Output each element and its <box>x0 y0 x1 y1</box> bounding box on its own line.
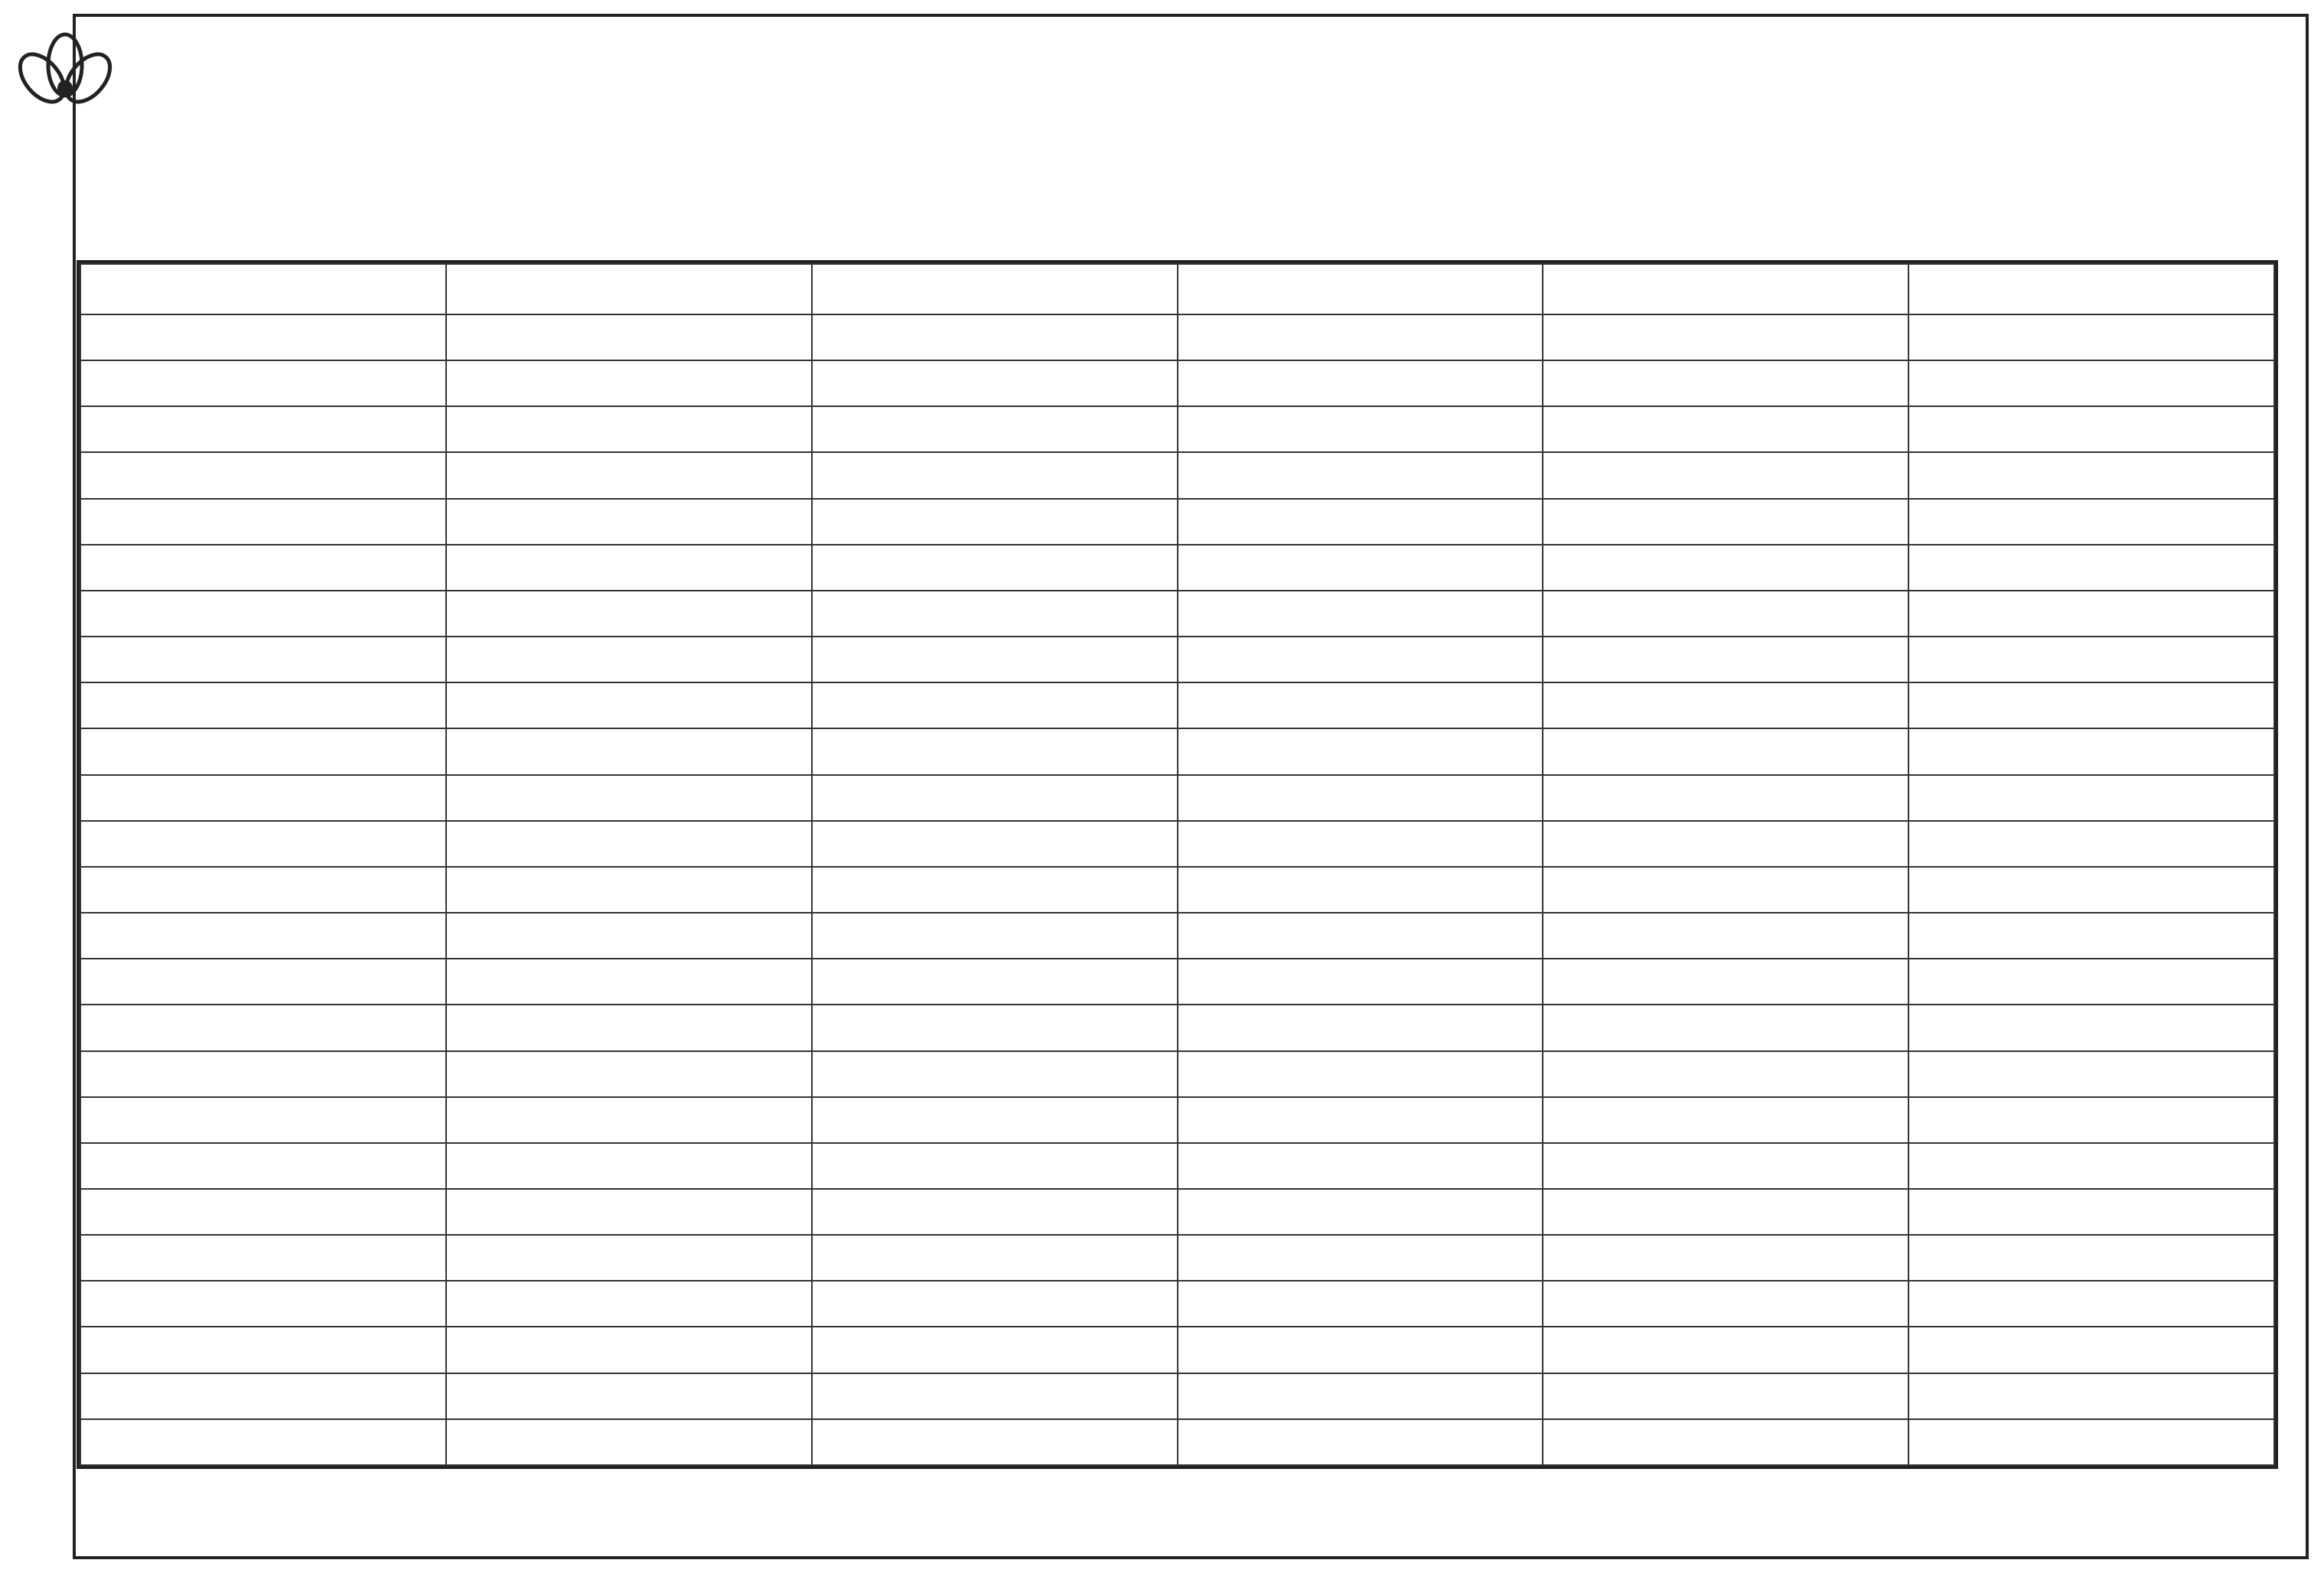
table-cell <box>1908 1097 2274 1143</box>
table-cell <box>812 728 1178 774</box>
table-row <box>80 545 2274 591</box>
table-row <box>80 591 2274 637</box>
table-cell <box>446 360 812 406</box>
table-cell <box>1908 775 2274 821</box>
table-cell <box>1908 1281 2274 1327</box>
table-cell <box>80 867 446 913</box>
table-row <box>80 1143 2274 1189</box>
table-row <box>80 821 2274 867</box>
table-cell <box>1543 314 1908 360</box>
intro-line <box>84 124 2293 151</box>
intro-line <box>84 179 2293 207</box>
table-cell <box>446 1235 812 1281</box>
table-cell <box>1908 452 2274 498</box>
column-header <box>812 264 1178 314</box>
table-row <box>80 1051 2274 1097</box>
table-cell <box>80 1235 446 1281</box>
table-cell <box>446 1143 812 1189</box>
table-cell <box>1543 1143 1908 1189</box>
table-row <box>80 682 2274 728</box>
table-cell <box>1178 545 1543 591</box>
table-cell <box>1178 821 1543 867</box>
table-cell <box>1543 821 1908 867</box>
table-cell <box>1908 728 2274 774</box>
table-cell <box>446 1189 812 1235</box>
table-row <box>80 775 2274 821</box>
table-cell <box>1178 360 1543 406</box>
table-cell <box>80 360 446 406</box>
table-row <box>80 1281 2274 1327</box>
table-cell <box>812 1373 1178 1419</box>
table-cell <box>1178 1327 1543 1373</box>
table-cell <box>80 959 446 1005</box>
table-cell <box>812 682 1178 728</box>
table-cell <box>1178 452 1543 498</box>
table-cell <box>812 406 1178 452</box>
table-cell <box>1178 1143 1543 1189</box>
table-cell <box>1543 1281 1908 1327</box>
table-cell <box>80 314 446 360</box>
table-cell <box>446 821 812 867</box>
table-row <box>80 314 2274 360</box>
table-cell <box>80 1281 446 1327</box>
table-row <box>80 1097 2274 1143</box>
footer-dates-row <box>77 1469 2278 1501</box>
table-cell <box>446 1005 812 1050</box>
table-cell <box>80 1373 446 1419</box>
table-cell <box>446 775 812 821</box>
table-cell <box>1543 637 1908 682</box>
notice-footer <box>77 1469 2278 1533</box>
table-cell <box>1543 775 1908 821</box>
table-cell <box>80 682 446 728</box>
table-row <box>80 1419 2274 1465</box>
table-cell <box>1543 360 1908 406</box>
intro-line <box>84 96 2293 124</box>
table-cell <box>1908 682 2274 728</box>
table-cell <box>1543 682 1908 728</box>
table-cell <box>812 637 1178 682</box>
table-cell <box>1178 637 1543 682</box>
table-cell <box>1178 867 1543 913</box>
table-row <box>80 637 2274 682</box>
table-cell <box>812 1097 1178 1143</box>
table-cell <box>1543 1327 1908 1373</box>
intro-text <box>84 69 2293 289</box>
table-cell <box>1178 1235 1543 1281</box>
table-cell <box>1178 499 1543 545</box>
table-cell <box>1543 499 1908 545</box>
table-cell <box>1178 1097 1543 1143</box>
table-cell <box>446 1327 812 1373</box>
table-cell <box>446 591 812 637</box>
table-cell <box>1543 591 1908 637</box>
table-cell <box>446 314 812 360</box>
table-cell <box>1543 1005 1908 1050</box>
table-cell <box>1543 1373 1908 1419</box>
table-cell <box>1908 360 2274 406</box>
auction-table <box>77 260 2278 1469</box>
table-cell <box>812 1005 1178 1050</box>
table-cell <box>1543 1189 1908 1235</box>
table-row <box>80 728 2274 774</box>
table-cell <box>1908 1373 2274 1419</box>
table-cell <box>1178 591 1543 637</box>
table-cell <box>812 867 1178 913</box>
table-row <box>80 1235 2274 1281</box>
table-cell <box>1178 682 1543 728</box>
table-cell <box>1908 406 2274 452</box>
table-header-row <box>80 264 2274 314</box>
table-cell <box>1908 913 2274 959</box>
table-cell <box>446 1051 812 1097</box>
table-cell <box>812 1281 1178 1327</box>
table-cell <box>1908 499 2274 545</box>
table-cell <box>1908 1235 2274 1281</box>
table-cell <box>1908 867 2274 913</box>
table-cell <box>1908 959 2274 1005</box>
table-cell <box>812 499 1178 545</box>
table-cell <box>812 1051 1178 1097</box>
column-header <box>1178 264 1543 314</box>
table-row <box>80 499 2274 545</box>
table-cell <box>812 1189 1178 1235</box>
footer-ids-row <box>77 1501 2278 1533</box>
table-cell <box>80 545 446 591</box>
table-cell <box>1908 821 2274 867</box>
table-cell <box>80 406 446 452</box>
table-cell <box>446 406 812 452</box>
table-cell <box>80 821 446 867</box>
table-row <box>80 406 2274 452</box>
table-cell <box>446 1097 812 1143</box>
table-cell <box>1178 314 1543 360</box>
table-row <box>80 1189 2274 1235</box>
table-cell <box>1543 728 1908 774</box>
table-row <box>80 867 2274 913</box>
table-cell <box>446 728 812 774</box>
table-cell <box>80 775 446 821</box>
table-cell <box>812 1143 1178 1189</box>
table-cell <box>446 637 812 682</box>
table-cell <box>1543 1097 1908 1143</box>
table-cell <box>80 1143 446 1189</box>
column-header <box>80 264 446 314</box>
table-cell <box>80 1097 446 1143</box>
table-cell <box>812 545 1178 591</box>
table-cell <box>1908 1419 2274 1465</box>
table-row <box>80 1005 2274 1050</box>
table-cell <box>1543 1419 1908 1465</box>
table-cell <box>1178 1005 1543 1050</box>
table-cell <box>1543 1051 1908 1097</box>
table-row <box>80 1327 2274 1373</box>
table-cell <box>1908 637 2274 682</box>
table-cell <box>1178 913 1543 959</box>
column-header <box>446 264 812 314</box>
table-cell <box>812 821 1178 867</box>
table-cell <box>1178 1419 1543 1465</box>
table-cell <box>1178 1189 1543 1235</box>
table-cell <box>1178 959 1543 1005</box>
table-cell <box>446 867 812 913</box>
table-cell <box>1543 452 1908 498</box>
table-cell <box>1908 591 2274 637</box>
table-cell <box>80 591 446 637</box>
table-cell <box>446 1373 812 1419</box>
intro-line <box>84 151 2293 179</box>
table-cell <box>812 452 1178 498</box>
table-cell <box>446 499 812 545</box>
table-cell <box>1908 1005 2274 1050</box>
table-cell <box>1178 1281 1543 1327</box>
table-cell <box>1908 1051 2274 1097</box>
table-cell <box>1908 1327 2274 1373</box>
table-cell <box>1178 406 1543 452</box>
table-cell <box>446 1419 812 1465</box>
table-cell <box>1908 1189 2274 1235</box>
table-row <box>80 1373 2274 1419</box>
table-cell <box>1178 1051 1543 1097</box>
table-cell <box>80 1189 446 1235</box>
table-cell <box>812 913 1178 959</box>
table-cell <box>812 775 1178 821</box>
table-cell <box>1178 775 1543 821</box>
table-cell <box>1178 728 1543 774</box>
table-cell <box>446 959 812 1005</box>
table-row <box>80 360 2274 406</box>
intro-line <box>84 69 2293 96</box>
table-cell <box>80 499 446 545</box>
table-cell <box>80 1419 446 1465</box>
table-cell <box>80 913 446 959</box>
table-cell <box>80 728 446 774</box>
table-cell <box>446 1281 812 1327</box>
table-cell <box>80 637 446 682</box>
table-cell <box>80 1327 446 1373</box>
intro-line <box>84 207 2293 234</box>
column-header <box>1543 264 1908 314</box>
table-cell <box>446 545 812 591</box>
column-header <box>1908 264 2274 314</box>
table-cell <box>1543 913 1908 959</box>
table-cell <box>1543 406 1908 452</box>
table-cell <box>1908 314 2274 360</box>
table-cell <box>1543 867 1908 913</box>
table-row <box>80 959 2274 1005</box>
table-cell <box>812 360 1178 406</box>
table-cell <box>812 1327 1178 1373</box>
table-cell <box>812 1235 1178 1281</box>
table-cell <box>446 913 812 959</box>
table-row <box>80 452 2274 498</box>
table-row <box>80 913 2274 959</box>
table-cell <box>80 452 446 498</box>
table-cell <box>446 682 812 728</box>
table-cell <box>446 452 812 498</box>
table-cell <box>812 314 1178 360</box>
table-cell <box>1543 545 1908 591</box>
table-cell <box>1908 1143 2274 1189</box>
table-cell <box>812 591 1178 637</box>
table-cell <box>812 959 1178 1005</box>
table-cell <box>1543 959 1908 1005</box>
table-cell <box>80 1051 446 1097</box>
table-cell <box>1543 1235 1908 1281</box>
table-cell <box>812 1419 1178 1465</box>
table-cell <box>1178 1373 1543 1419</box>
table-cell <box>80 1005 446 1050</box>
intro-line <box>84 234 2293 262</box>
table-cell <box>1908 545 2274 591</box>
